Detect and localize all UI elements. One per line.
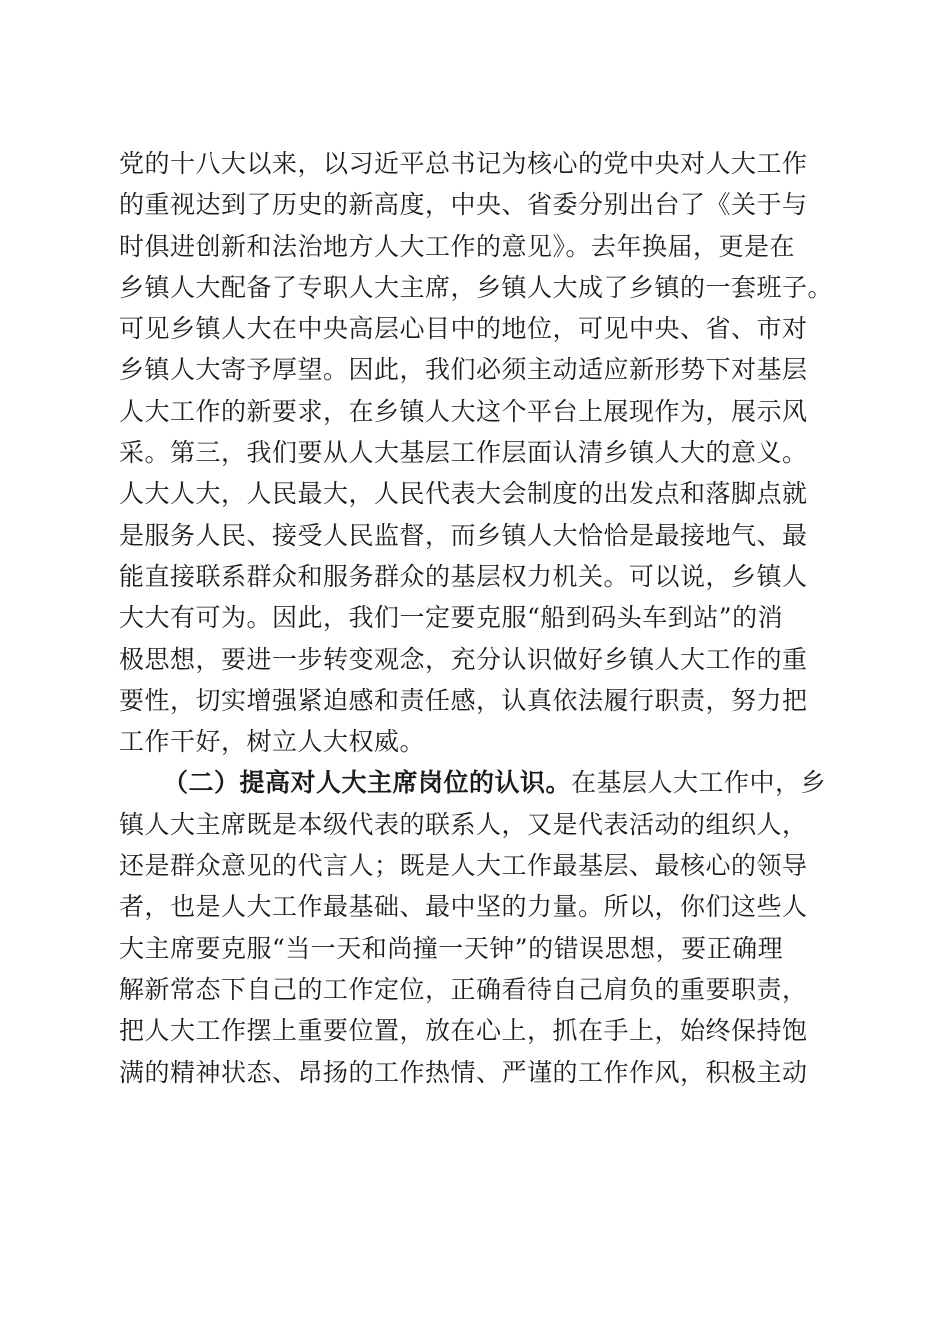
text-line: 人大工作的新要求，在乡镇人大这个平台上展现作为，展示风 (119, 396, 808, 426)
text-line: 工作干好，树立人大权威。 (119, 727, 426, 757)
text-line: 乡镇人大配备了专职人大主席，乡镇人大成了乡镇的一套班子。 (119, 272, 834, 302)
section-2-first-text: 在基层人大工作中，乡 (571, 768, 827, 798)
document-body (119, 143, 839, 1093)
text-line: 的重视达到了历史的新高度，中央、省委分别出台了《关于与 (119, 190, 808, 220)
section-2-heading: （二）提高对人大主席岗位的认识。 (163, 768, 572, 798)
text-line: 要性，切实增强紧迫感和责任感，认真依法履行职责，努力把 (119, 685, 808, 715)
text-line: 还是群众意见的代言人；既是人大工作最基层、最核心的领导 (119, 851, 808, 881)
text-line: 乡镇人大寄予厚望。因此，我们必须主动适应新形势下对基层 (119, 355, 808, 385)
text-line: 解新常态下自己的工作定位，正确看待自己肩负的重要职责， (119, 974, 808, 1004)
text-line: 能直接联系群众和服务群众的基层权力机关。可以说，乡镇人 (119, 561, 808, 591)
text-line: 党的十八大以来，以习近平总书记为核心的党中央对人大工作 (119, 149, 808, 178)
text-line: 镇人大主席既是本级代表的联系人，又是代表活动的组织人， (119, 809, 808, 839)
text-line: 把人大工作摆上重要位置，放在心上，抓在手上，始终保持饱 (119, 1016, 808, 1046)
text-line: 人大人大，人民最大，人民代表大会制度的出发点和落脚点就 (119, 479, 808, 509)
text-line: 时俱进创新和法治地方人大工作的意见》。去年换届，更是在 (119, 231, 796, 261)
text-line: 满的精神状态、昂扬的工作热情、严谨的工作作风，积极主动 (119, 1057, 808, 1087)
section-2-first-line (119, 762, 839, 803)
text-line: 者，也是人大工作最基础、最中坚的力量。所以，你们这些人 (119, 892, 808, 922)
text-line: 采。第三，我们要从人大基层工作层面认清乡镇人大的意义。 (119, 438, 808, 468)
text-line: 是服务人民、接受人民监督，而乡镇人大恰恰是最接地气、最 (119, 520, 808, 550)
text-line: 大主席要克服“当一天和尚撞一天钟”的错误思想，要正确理 (119, 933, 784, 963)
text-line: 极思想，要进一步转变观念，充分认识做好乡镇人大工作的重 (119, 644, 808, 674)
text-line: 大大有可为。因此，我们一定要克服“船到码头车到站”的消 (119, 603, 784, 633)
text-line: 可见乡镇人大在中央高层心目中的地位，可见中央、省、市对 (119, 314, 808, 344)
